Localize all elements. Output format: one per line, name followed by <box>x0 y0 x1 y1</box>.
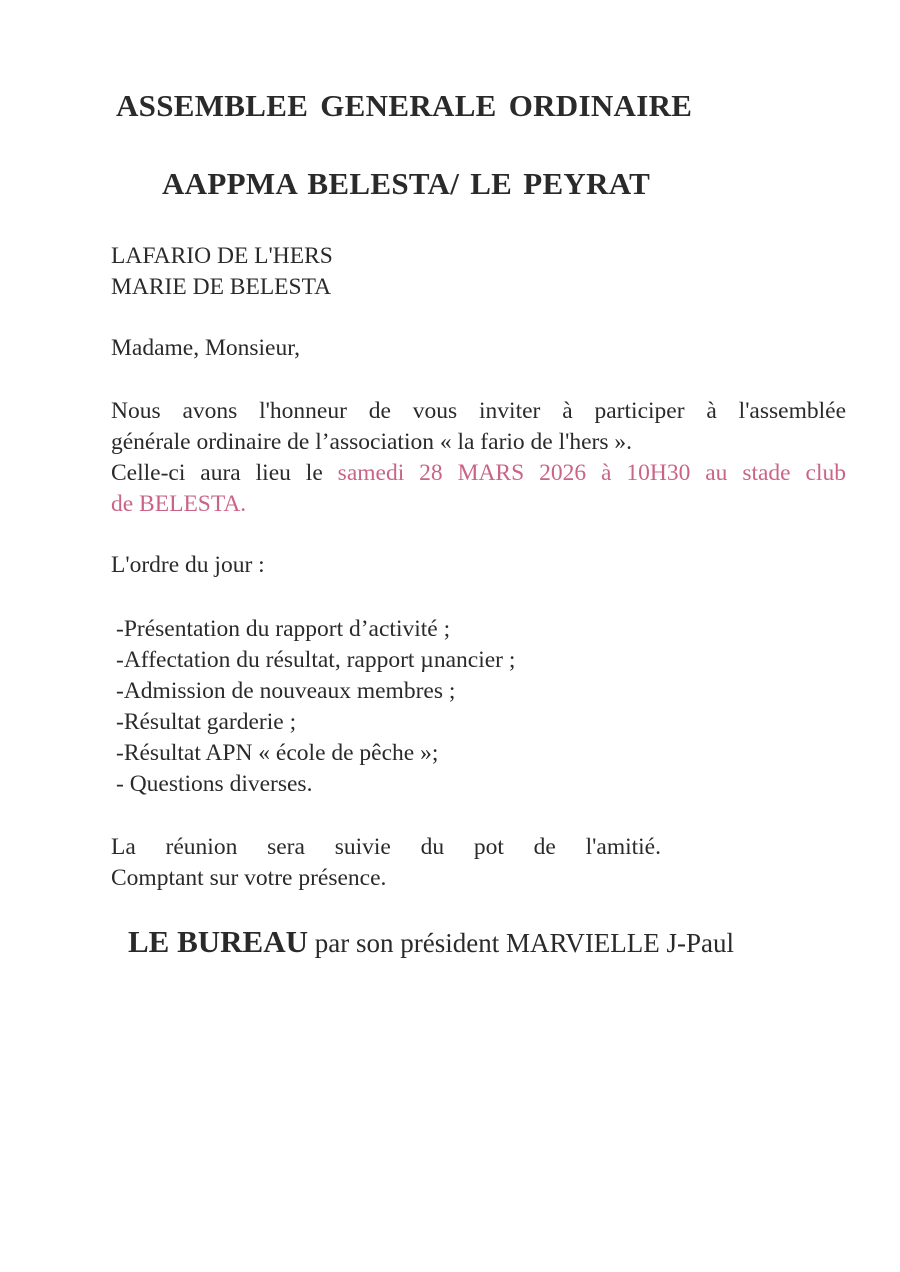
invitation-paragraph <box>111 396 846 520</box>
invitation-line: générale ordinaire de l’association « la fario de l'hers ». <box>111 429 633 455</box>
agenda-item: -Admission de nouveaux membres ; <box>116 678 456 704</box>
invitation-line <box>111 458 846 489</box>
agenda-item: -Affectation du résultat, rapport µnancier ; <box>116 647 516 673</box>
recipient-address <box>111 241 333 303</box>
meeting-date-highlight: samedi 28 MARS 2026 à 10H30 au stade club <box>337 460 846 486</box>
agenda-title: L'ordre du jour : <box>111 552 265 578</box>
recipient-line: MARIE DE BELESTA <box>111 274 332 300</box>
agenda-item: - Questions diverses. <box>116 771 313 797</box>
agenda-list <box>116 614 515 800</box>
greeting: Madame, Monsieur, <box>111 335 300 361</box>
document-subtitle: AAPPMA BELESTA/ LE PEYRAT <box>162 166 651 201</box>
document-title: ASSEMBLEE GENERALE ORDINAIRE <box>116 88 693 123</box>
invitation-date-prefix: Celle-ci aura lieu le <box>111 460 338 486</box>
agenda-item: -Présentation du rapport d’activité ; <box>116 616 451 642</box>
closing-paragraph <box>111 832 661 894</box>
agenda-item: -Résultat APN « école de pêche »; <box>116 740 439 766</box>
agenda-item: -Résultat garderie ; <box>116 709 297 735</box>
signature-bureau: LE BUREAU <box>128 924 309 959</box>
invitation-line: Nous avons l'honneur de vous inviter à participer à l'assemblée <box>111 398 846 424</box>
signature <box>128 924 734 960</box>
meeting-location-highlight: de BELESTA. <box>111 491 247 517</box>
recipient-line: LAFARIO DE L'HERS <box>111 243 333 269</box>
signature-president: par son président MARVIELLE J-Paul <box>308 928 735 958</box>
closing-line: Comptant sur votre présence. <box>111 865 387 891</box>
closing-line: La réunion sera suivie du pot de l'amitié. <box>111 834 661 860</box>
